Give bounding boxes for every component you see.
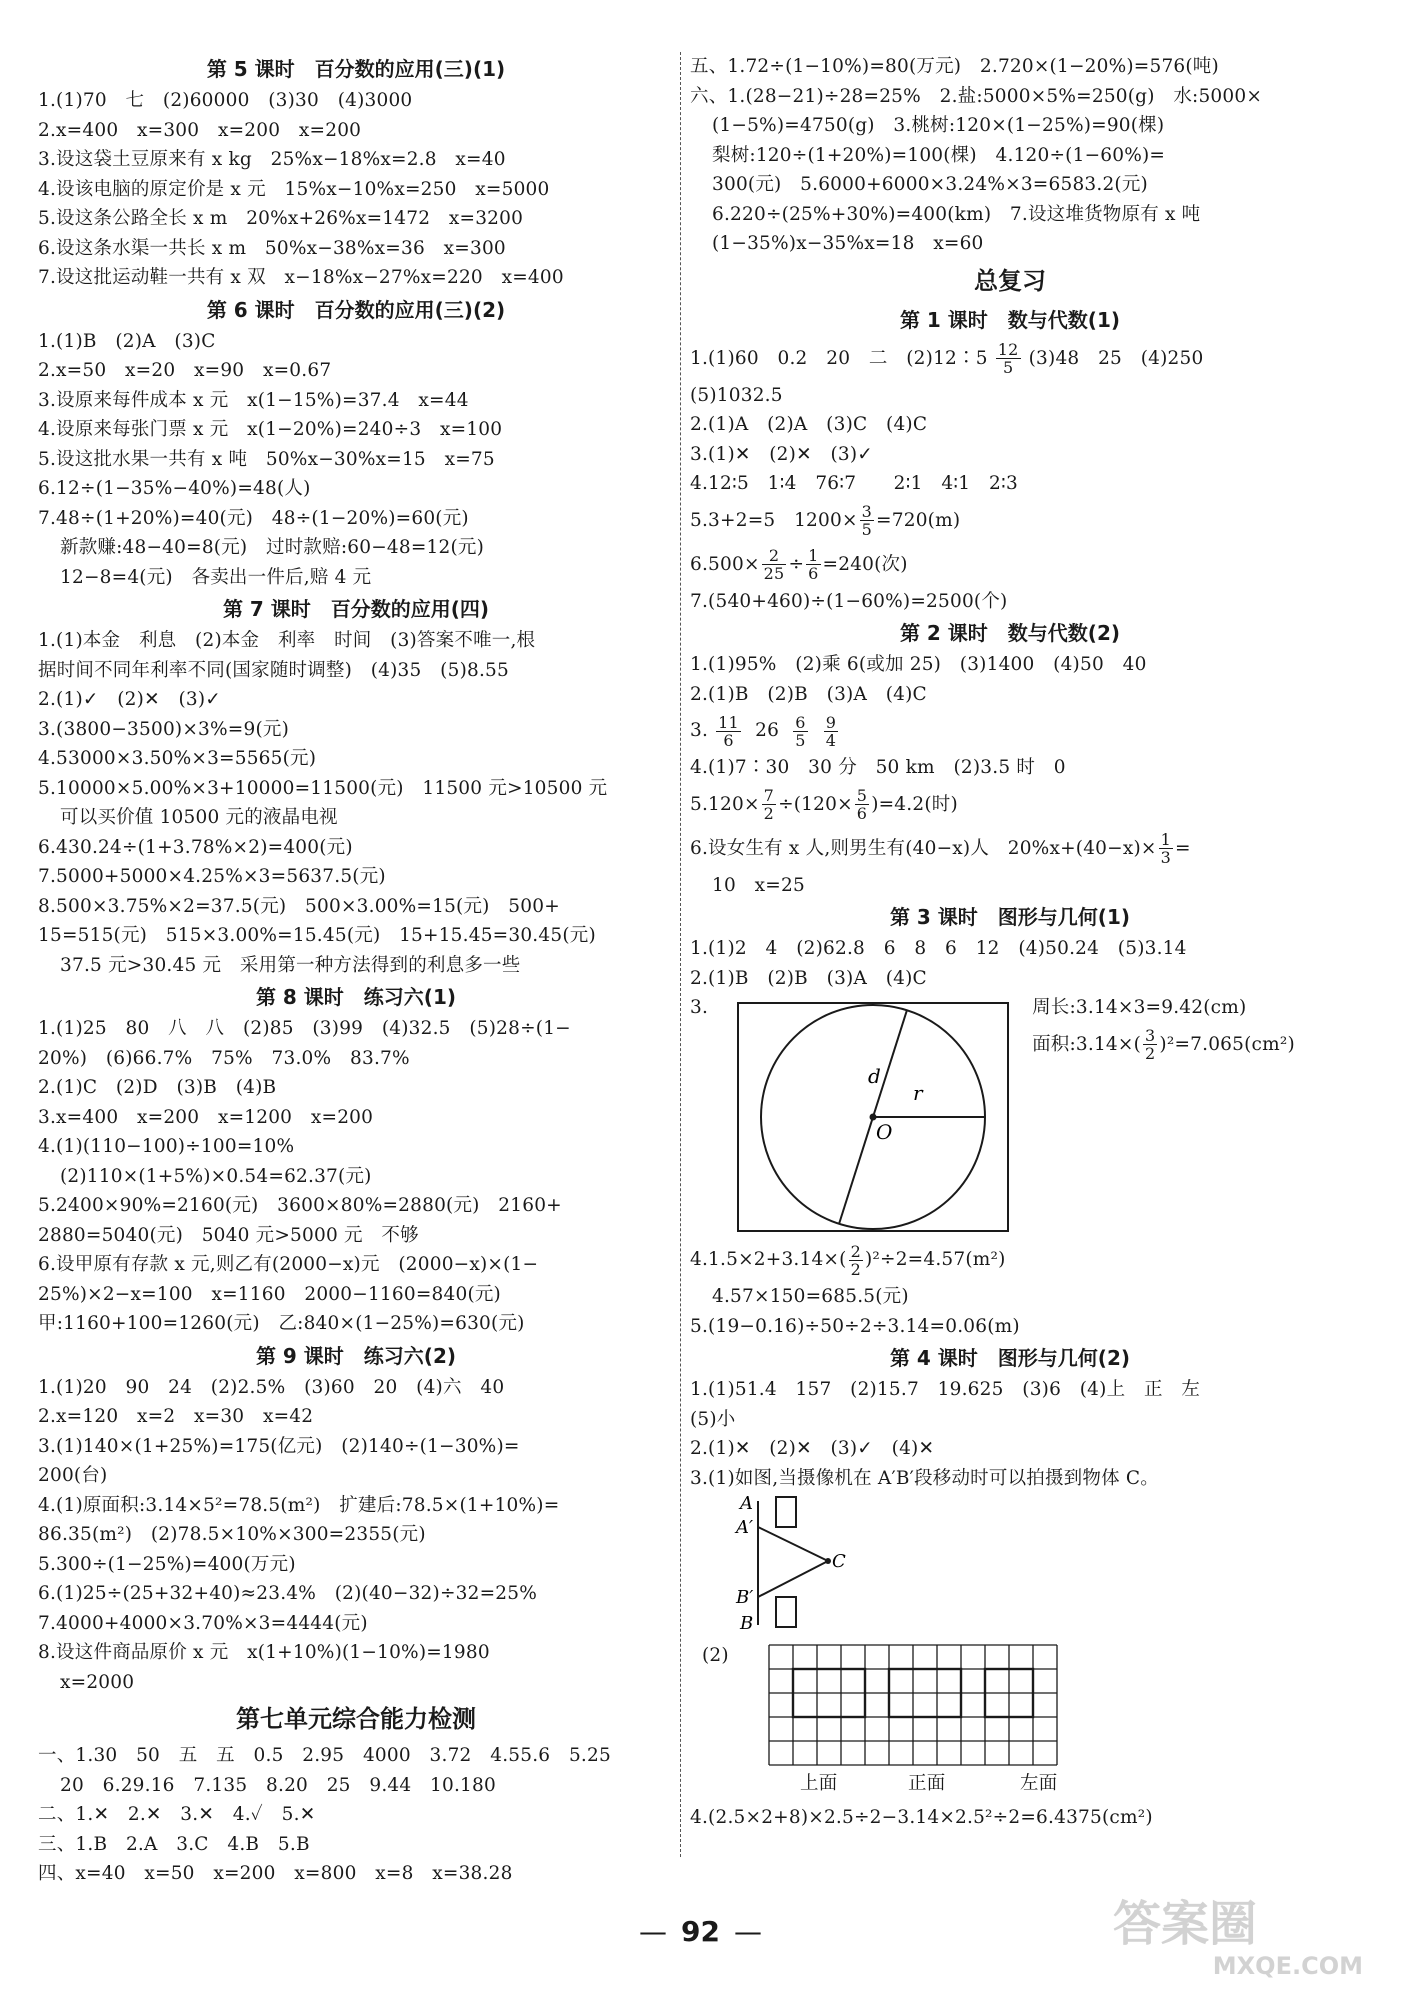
question-number: 3.	[690, 997, 709, 1018]
view-label-top: 上面	[800, 1773, 838, 1794]
answer-line	[690, 1238, 1330, 1282]
answer-line: 86.35(m²) (2)78.5×10%×300=2355(元)	[38, 1524, 426, 1545]
section-title-review2: 第 2 课时 数与代数(2)	[899, 621, 1121, 645]
answer-line: 六、1.(28−21)÷28=25% 2.盐:5000×5%=250(g) 水:5000×	[690, 85, 1263, 107]
denominator: 25	[763, 564, 785, 583]
answer-line: 2.(1)B (2)B (3)A (4)C	[690, 967, 927, 989]
denominator: 6	[723, 730, 734, 750]
answer-line: 2.(1)✕ (2)✕ (3)✓ (4)✕	[690, 1438, 935, 1459]
numerator: 5	[856, 786, 868, 805]
numerator: 3	[1145, 1026, 1156, 1045]
answer-line: 8.设这件商品原价 x 元 x(1+10%)(1−10%)=1980	[38, 1642, 490, 1663]
answer-line: 据时间不同年利率不同(国家随时调整) (4)35 (5)8.55	[38, 659, 509, 681]
text-segment: 5.120×	[690, 793, 760, 815]
section-title-lesson6: 第 6 课时 百分数的应用(三)(2)	[206, 297, 506, 322]
answer-line: 3.(3800−3500)×3%=9(元)	[38, 718, 290, 740]
denominator: 5	[1002, 358, 1014, 377]
text-segment: 3.	[690, 720, 709, 741]
text-segment: =	[1175, 837, 1191, 859]
text-segment: ÷	[788, 553, 805, 575]
numerator: 7	[763, 786, 775, 805]
section-title-lesson8: 第 8 课时 练习六(1)	[255, 985, 457, 1009]
answer-line: 梨树:120÷(1+20%)=100(棵) 4.120÷(1−60%)=	[712, 144, 1166, 166]
answer-line: 1.(1)95% (2)乘 6(或加 25) (3)1400 (4)50 40	[690, 654, 1147, 675]
point-A-prime-label: A′	[736, 1517, 754, 1538]
answer-line: (2)110×(1+5%)×0.54=62.37(元)	[60, 1165, 372, 1187]
answer-line: 3.设这袋土豆原来有 x kg 25%x−18%x=2.8 x=40	[38, 149, 506, 170]
answer-line: 1.(1)20 90 24 (2)2.5% (3)60 20 (4)六 40	[38, 1376, 505, 1398]
text-segment: 6.500×	[690, 553, 760, 575]
answer-line: 三、1.B 2.A 3.C 4.B 5.B	[38, 1833, 310, 1855]
answer-line: 2.(1)C (2)D (3)B (4)B	[38, 1077, 277, 1098]
answer-line: 四、x=40 x=50 x=200 x=800 x=8 x=38.28	[38, 1863, 513, 1884]
text-segment: (3)48 25 (4)250	[1028, 347, 1204, 369]
text-segment: )²=7.065(cm²)	[1159, 1033, 1295, 1055]
answer-line: 7.设这批运动鞋一共有 x 双 x−18%x−27%x=220 x=400	[38, 267, 564, 288]
fraction	[860, 503, 874, 538]
text-segment: =720(m)	[876, 509, 961, 531]
numerator: 1	[1160, 830, 1171, 849]
fraction	[824, 714, 838, 749]
answer-line: 2.x=120 x=2 x=30 x=42	[38, 1406, 314, 1427]
center-label: O	[876, 1120, 893, 1144]
diameter-label: d	[868, 1064, 881, 1088]
fraction	[855, 787, 869, 822]
radius-label: r	[913, 1081, 923, 1105]
object-point	[825, 1558, 831, 1564]
section-title-lesson5: 第 5 课时 百分数的应用(三)(1)	[206, 57, 506, 81]
answer-line: 6.220÷(25%+30%)=400(km) 7.设这堆货物原有 x 吨	[712, 203, 1201, 225]
text-segment: 26	[755, 720, 780, 741]
answer-line: (1−35%)x−35%x=18 x=60	[712, 233, 984, 254]
answer-line: 4.(1)(110−100)÷100=10%	[38, 1136, 295, 1157]
answer-line: 6.设这条水渠一共长 x m 50%x−38%x=36 x=300	[38, 237, 506, 259]
answer-line: (1−5%)=4750(g) 3.桃树:120×(1−25%)=90(棵)	[712, 115, 1165, 136]
text-segment: =240(次)	[822, 553, 908, 575]
answer-line: 8.500×3.75%×2=37.5(元) 500×3.00%=15(元) 500+	[38, 895, 560, 917]
answer-line: 2.(1)A (2)A (3)C (4)C	[690, 414, 928, 435]
dash-left: —	[639, 1915, 668, 1948]
denominator: 2	[1145, 1044, 1156, 1063]
answer-line: 新款赚:48−40=8(元) 过时款赔:60−48=12(元)	[60, 537, 485, 558]
numerator: 12	[997, 340, 1019, 359]
sight-line-top	[758, 1527, 828, 1561]
circle-in-rectangle-figure	[708, 993, 1018, 1238]
answer-line: 6.12÷(1−35%−40%)=48(人)	[38, 478, 311, 499]
answer-line: 二、1.✕ 2.✕ 3.✕ 4.✓ 5.✕	[38, 1804, 316, 1825]
text-segment: )=4.2(时)	[871, 793, 958, 815]
answer-line: 甲:1160+100=1260(元) 乙:840×(1−25%)=630(元)	[38, 1313, 525, 1334]
answer-line: 6.设甲原有存款 x 元,则乙有(2000−x)元 (2000−x)×(1−	[38, 1254, 539, 1275]
text-segment: 4.1.5×2+3.14×(	[690, 1249, 847, 1270]
answer-line: 3.(1)✕ (2)✕ (3)✓	[690, 443, 873, 465]
answer-line: 1.(1)B (2)A (3)C	[38, 330, 216, 352]
answer-line: 10 x=25	[712, 874, 805, 896]
point-B-label: B	[740, 1613, 754, 1633]
answer-line: 12−8=4(元) 各卖出一件后,赔 4 元	[60, 566, 372, 588]
answer-line: 4.(1)7∶30 30 分 50 km (2)3.5 时 0	[690, 757, 1066, 778]
camera-figure	[730, 1493, 890, 1633]
denominator: 4	[825, 730, 837, 750]
denominator: 5	[795, 730, 806, 750]
answer-line	[690, 499, 1330, 543]
answer-line: 4.(2.5×2+8)×2.5÷2−3.14×2.5²÷2=6.4375(cm²)	[690, 1807, 1153, 1828]
watermark-url: MXQE.COM	[1212, 1952, 1363, 1980]
answer-line: 6.430.24÷(1+3.78%×2)=400(元)	[38, 836, 353, 858]
answer-line: 20%) (6)66.7% 75% 73.0% 83.7%	[38, 1047, 410, 1069]
point-B-prime-label: B′	[736, 1587, 754, 1608]
answer-line: 2.(1)B (2)B (3)A (4)C	[690, 683, 927, 705]
watermark-title: 答案圈	[1113, 1896, 1258, 1952]
review-title: 总复习	[974, 266, 1046, 295]
answer-line: 2.x=50 x=20 x=90 x=0.67	[38, 360, 332, 381]
denominator: 5	[861, 520, 873, 539]
area-answer	[1032, 1023, 1295, 1067]
fraction	[806, 547, 820, 582]
view-label-left: 左面	[1020, 1773, 1058, 1794]
sight-line-bottom	[758, 1561, 828, 1597]
circle-answers	[1018, 993, 1295, 1067]
right-column	[690, 52, 1330, 1833]
answer-line: 7.48÷(1+20%)=40(元) 48÷(1−20%)=60(元)	[38, 507, 469, 529]
page-number-value: 92	[681, 1915, 720, 1948]
answer-line: 5.10000×5.00%×3+10000=11500(元) 11500 元>10500 元	[38, 777, 608, 799]
answer-line: 1.(1)70 七 (2)60000 (3)30 (4)3000	[38, 90, 413, 111]
answer-line: 4.设原来每张门票 x 元 x(1−20%)=240÷3 x=100	[38, 419, 503, 440]
numerator: 6	[795, 712, 806, 732]
answer-line: 一、1.30 50 五 五 0.5 2.95 4000 3.72 4.55.6 5.25	[38, 1745, 611, 1766]
answer-line: 2880=5040(元) 5040 元>5000 元 不够	[38, 1224, 419, 1246]
answer-line	[690, 543, 1330, 587]
text-segment: 5.3+2=5 1200×	[690, 509, 858, 531]
section-title-review3: 第 3 课时 图形与几何(1)	[889, 905, 1131, 929]
answer-line: 5.300÷(1−25%)=400(万元)	[38, 1553, 296, 1575]
answer-line: 300(元) 5.6000+6000×3.24%×3=6583.2(元)	[712, 174, 1148, 195]
answer-line: 7.(540+460)÷(1−60%)=2500(个)	[690, 590, 1008, 612]
obstacle-top	[776, 1497, 796, 1527]
answer-line: 25%)×2−x=100 x=1160 2000−1160=840(元)	[38, 1283, 501, 1305]
dash-right: —	[733, 1915, 762, 1948]
point-A-label: A	[740, 1493, 753, 1514]
point-C-label: C	[832, 1551, 846, 1572]
circle-figure-row	[690, 993, 1330, 1238]
section-title-lesson9: 第 9 课时 练习六(2)	[255, 1343, 457, 1368]
answer-line: 4.12∶5 1∶4 76∶7 2∶1 4∶1 2∶3	[690, 473, 1018, 494]
section-title-lesson7: 第 7 课时 百分数的应用(四)	[222, 597, 490, 621]
answer-line: 4.57×150=685.5(元)	[712, 1286, 909, 1307]
answer-line: 3.(1)如图,当摄像机在 A′B′段移动时可以拍摄到物体 C。	[690, 1467, 1159, 1489]
answer-line: 4.(1)原面积:3.14×5²=78.5(m²) 扩建后:78.5×(1+10%)=	[38, 1494, 560, 1516]
denominator: 2	[763, 804, 775, 823]
fraction	[762, 787, 776, 822]
numerator: 11	[718, 712, 739, 732]
answer-line: 6.(1)25÷(25+32+40)≈23.4% (2)(40−32)÷32=25%	[38, 1583, 538, 1604]
answer-line: 3.设原来每件成本 x 元 x(1−15%)=37.4 x=44	[38, 389, 469, 411]
answer-line: 5.设这条公路全长 x m 20%x+26%x=1472 x=3200	[38, 208, 524, 229]
grid-lines	[769, 1645, 1057, 1765]
numerator: 9	[825, 712, 837, 732]
view-labels	[690, 1769, 1330, 1803]
answer-line: 200(台)	[38, 1465, 108, 1486]
answer-line: 五、1.72÷(1−10%)=80(万元) 2.720×(1−20%)=576(吨)	[690, 56, 1219, 77]
obstacle-bottom	[776, 1597, 796, 1627]
answer-line: 1.(1)本金 利息 (2)本金 利率 时间 (3)答案不唯一,根	[38, 630, 536, 651]
answer-line: 1.(1)2 4 (2)62.8 6 8 6 12 (4)50.24 (5)3.14	[690, 938, 1187, 959]
section-title-review1: 第 1 课时 数与代数(1)	[899, 307, 1121, 332]
answer-line	[690, 709, 1330, 753]
denominator: 6	[808, 564, 819, 583]
answer-line: 4.53000×3.50%×3=5565(元)	[38, 748, 317, 769]
fraction	[762, 547, 787, 582]
text-segment: 1.(1)60 0.2 20 二 (2)12∶5	[690, 347, 988, 369]
fraction	[793, 714, 807, 749]
answer-line: 5.设这批水果一共有 x 吨 50%x−30%x=15 x=75	[38, 448, 495, 470]
answer-line: 5.2400×90%=2160(元) 3600×80%=2880(元) 2160+	[38, 1195, 562, 1216]
answer-line: 1.(1)25 80 八 八 (2)85 (3)99 (4)32.5 (5)28÷(1−	[38, 1018, 571, 1039]
section-title-review4: 第 4 课时 图形与几何(2)	[889, 1346, 1131, 1370]
answer-line: 3.x=400 x=200 x=1200 x=200	[38, 1106, 374, 1128]
answer-line: 7.4000+4000×3.70%×3=4444(元)	[38, 1612, 368, 1634]
fraction	[1159, 831, 1173, 866]
answer-line	[690, 337, 1330, 381]
perimeter-answer: 周长:3.14×3=9.42(cm)	[1032, 997, 1247, 1018]
text-segment: 6.设女生有 x 人,则男生有(40−x)人 20%x+(40−x)×	[690, 837, 1157, 859]
left-column	[38, 52, 674, 1889]
text-segment: )²÷2=4.57(m²)	[864, 1249, 1006, 1270]
text-segment: 面积:3.14×(	[1032, 1033, 1142, 1055]
views-grid	[729, 1641, 1109, 1769]
numerator: 2	[762, 547, 787, 565]
answer-line: 2.x=400 x=300 x=200 x=200	[38, 119, 362, 141]
text-segment: ÷(120×	[778, 793, 853, 815]
answer-line: 7.5000+5000×4.25%×3=5637.5(元)	[38, 866, 386, 887]
answer-line: 可以买价值 10500 元的液晶电视	[60, 807, 338, 828]
views-grid-row	[690, 1641, 1330, 1769]
numerator: 2	[850, 1241, 861, 1261]
answer-line: 15=515(元) 515×3.00%=15.45(元) 15+15.45=30.45(元)	[38, 925, 596, 946]
answer-line	[690, 783, 1330, 827]
answer-line: (5)1032.5	[690, 384, 783, 406]
unit7-test-title: 第七单元综合能力检测	[236, 1705, 476, 1733]
fraction	[1143, 1027, 1157, 1062]
fraction	[996, 341, 1021, 376]
answer-line: x=2000	[60, 1671, 135, 1693]
answer-line: 1.(1)51.4 157 (2)15.7 19.625 (3)6 (4)上 正 左	[690, 1379, 1201, 1400]
answer-line: 20 6.29.16 7.135 8.20 25 9.44 10.180	[60, 1774, 496, 1796]
view-label-front: 正面	[908, 1773, 946, 1794]
denominator: 2	[850, 1259, 861, 1279]
numerator: 1	[808, 546, 819, 565]
numerator: 3	[861, 502, 873, 521]
column-divider	[680, 52, 681, 1857]
answer-line: 5.(19−0.16)÷50÷2÷3.14=0.06(m)	[690, 1315, 1020, 1337]
watermark	[1113, 1895, 1373, 1990]
answer-line: 3.(1)140×(1+25%)=175(亿元) (2)140÷(1−30%)=	[38, 1435, 520, 1457]
grid-label: (2)	[702, 1645, 729, 1666]
answer-line	[690, 827, 1330, 871]
answer-line: 2.(1)✓ (2)✕ (3)✓	[38, 689, 221, 710]
answer-line: 37.5 元>30.45 元 采用第一种方法得到的利息多一些	[60, 954, 521, 976]
answer-line: (5)小	[690, 1408, 736, 1430]
fraction	[716, 714, 741, 749]
fraction	[849, 1243, 863, 1278]
denominator: 3	[1160, 848, 1171, 867]
answer-line: 4.设该电脑的原定价是 x 元 15%x−10%x=250 x=5000	[38, 178, 550, 200]
denominator: 6	[856, 804, 868, 823]
